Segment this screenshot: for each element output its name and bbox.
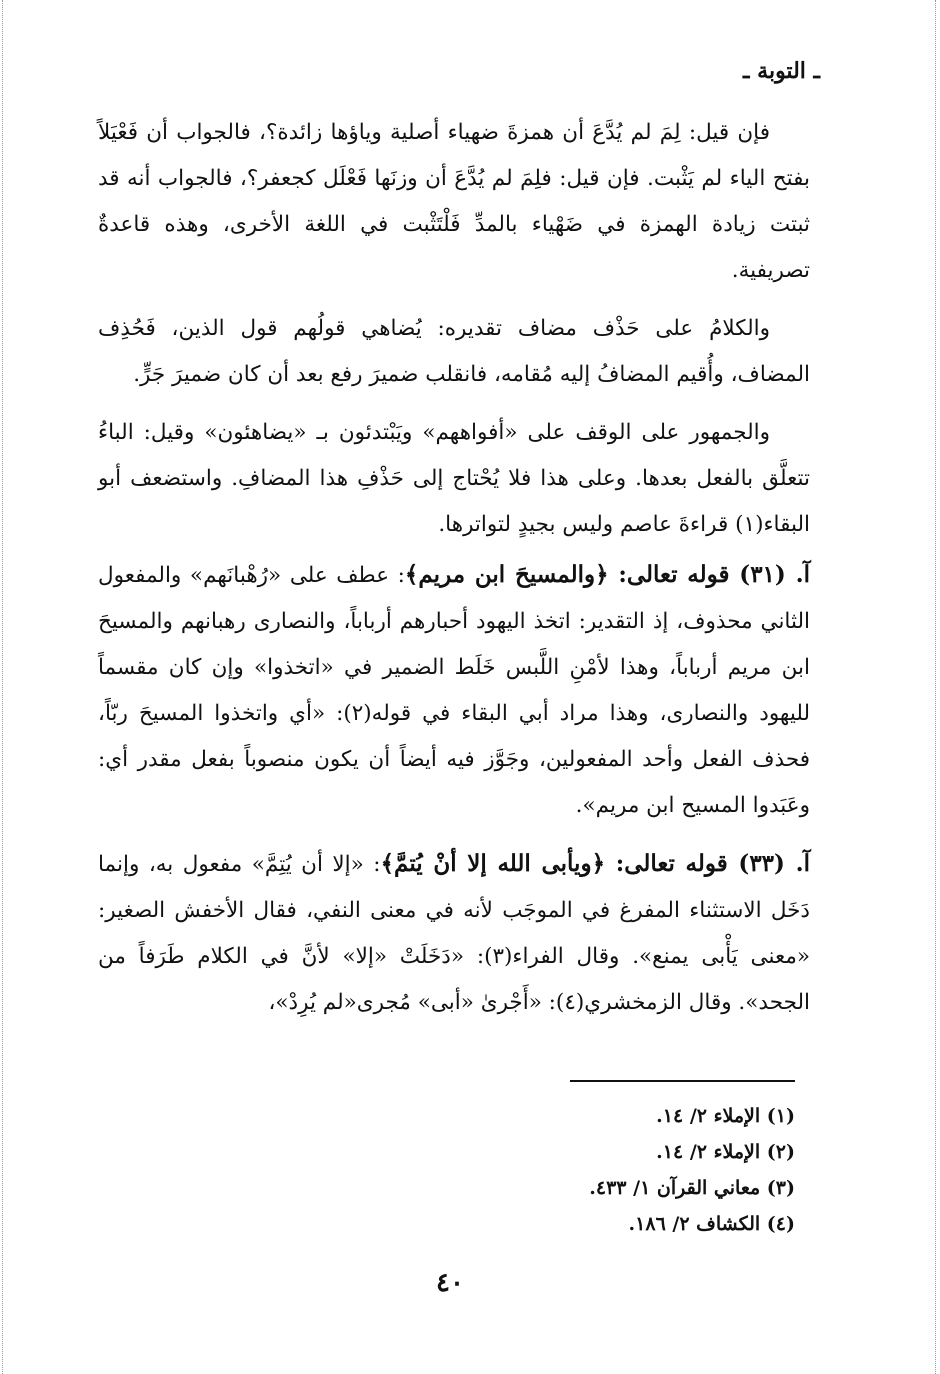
scan-edge-left [2,0,3,1374]
scan-edge-right [935,0,936,1374]
footnotes-list [395,1098,795,1242]
paragraph-3: والجمهور على الوقف على «أفواههم» ويَبْتدئون بـ «يضاهئون» وقيل: الباءُ تتعلَّق بالفعل بعدها. وعلى هذا فلا يُحْتاج إلى حَذْفِ هذا المضافِ. واستضعف أبو البقاء(١) قراءةَ عاصم وليس بجيدٍ لتواترها. [98,420,810,537]
verse-33-commentary: : «إلا أن يُتِمَّ» مفعول به، وإنما دَخَل الاستثناء المفرغ في الموجَب لأنه في معنى النفي، فقال الأخفش الصغير: «معنى يَأْبى يمنع». وقال الفراء(٣): «دَخَلَتْ «إلا» لأنَّ في الكلام طَرَفاً من الجحد». وقال الزمخشري(٤): «أَجْرىٰ «أبى» مُجرى«لم يُرِدْ»، [98,852,811,1015]
verse-33-paragraph [98,841,810,1026]
page-number: ٤٠ [436,1268,464,1298]
footnote-3: (٣) معاني القرآن ١/ ٤٣٣. [589,1177,795,1199]
verse-33-heading: آ. (٣٣) قوله تعالى: ﴿ويأبى الله إلا أنْ يُتمَّ﴾ [380,850,810,877]
footnote-4: (٤) الكشاف ٢/ ١٨٦. [628,1213,795,1235]
verse-31-paragraph [98,552,810,829]
footnote-2: (٢) الإملاء ٢/ ١٤. [656,1141,795,1163]
verse-31-commentary: : عطف على «رُهْبانَهم» والمفعول الثاني محذوف، إذ التقدير: اتخذ اليهود أحبارهم أرباباً، والنصارى رهبانهم والمسيحَ ابن مريم أرباباً، وهذا لأمْنِ اللَّبس خَلَط الضمير في «اتخذوا» وإن كان مقسماً لليهود والنصارى، وهذا مراد أبي البقاء في قوله(٢): «أي واتخذوا المسيحَ ربّاً، فحذف الفعل وأحد المفعولين، وجَوَّز فيه أيضاً أن يكون منصوباً بفعل مقدر أي: وعَبَدوا المسيح ابن مريم». [98,563,810,818]
paragraph-1: فإن قيل: لِمَ لم يُدَّعَ أن همزةَ ضهياء أصلية وياؤها زائدة؟، فالجواب أن فَعْيَلاً بفتح الياء لم يَثْبت. فإن قيل: فلِمَ لم يُدَّعَ أن وزنَها فَعْلَل كجعفر؟، فالجواب أنه قد ثبتت زيادة الهمزة في ضَهْياء بالمدِّ فَلْتَثْبت في اللغة الأخرى، وهذه قاعدةٌ تصريفية. [98,120,810,283]
footnote-divider [570,1080,795,1082]
footnote-1: (١) الإملاء ٢/ ١٤. [656,1105,795,1127]
paragraph-2: والكلامُ على حَذْف مضاف تقديره: يُضاهي قولُهم قول الذين، فَحُذِف المضاف، وأُقيم المضافُ إليه مُقامه، فانقلب ضميرَ رفع بعد أن كان ضميرَ جَرٍّ. [98,316,810,387]
main-text [98,110,810,1038]
running-header: ـ التوبة ـ [743,58,820,84]
verse-31-heading: آ. (٣١) قوله تعالى: ﴿والمسيحَ ابن مريم﴾ [404,561,810,588]
